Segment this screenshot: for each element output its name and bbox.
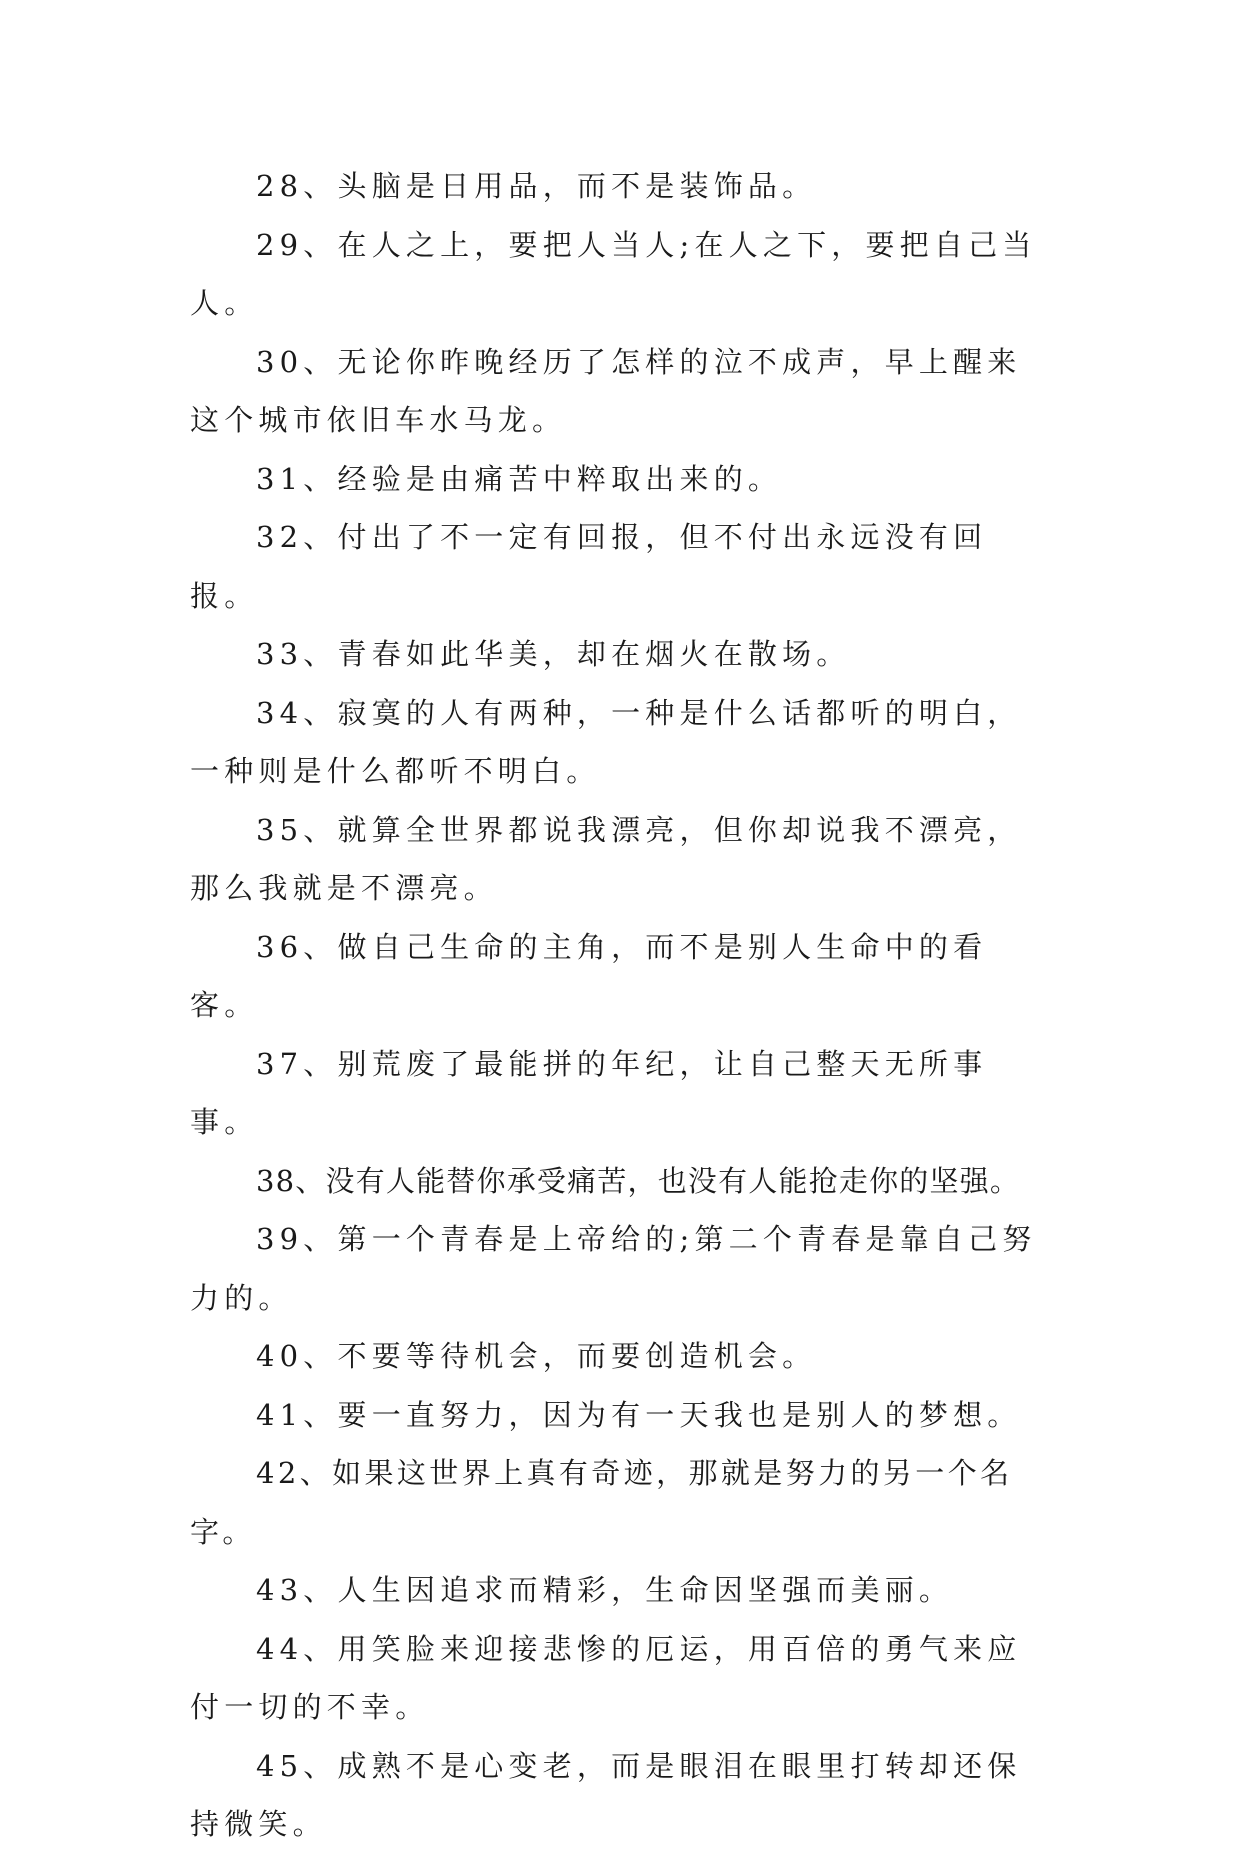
quote-39: 39、第一个青春是上帝给的;第二个青春是靠自己努力的。 bbox=[190, 1222, 1037, 1315]
quote-32: 32、付出了不一定有回报，但不付出永远没有回报。 bbox=[190, 520, 988, 613]
quote-28: 28、头脑是日用品，而不是装饰品。 bbox=[256, 169, 817, 203]
quote-38: 38、没有人能替你承受痛苦，也没有人能抢走你的坚强。 bbox=[256, 1163, 1021, 1198]
quote-44: 44、用笑脸来迎接悲惨的厄运，用百倍的勇气来应付一切的不幸。 bbox=[190, 1631, 1022, 1724]
quote-33: 33、青春如此华美，却在烟火在散场。 bbox=[256, 637, 851, 671]
quote-30: 30、无论你昨晚经历了怎样的泣不成声，早上醒来这个城市依旧车水马龙。 bbox=[190, 344, 1022, 437]
quote-41: 41、要一直努力，因为有一天我也是别人的梦想。 bbox=[256, 1397, 1022, 1432]
quote-45: 45、成熟不是心变老，而是眼泪在眼里打转却还保持微笑。 bbox=[190, 1748, 1022, 1841]
quote-37: 37、别荒废了最能拼的年纪，让自己整天无所事事。 bbox=[190, 1046, 988, 1139]
quote-36: 36、做自己生命的主角，而不是别人生命中的看客。 bbox=[190, 929, 988, 1022]
quote-43: 43、人生因追求而精彩，生命因坚强而美丽。 bbox=[256, 1573, 954, 1607]
document-page bbox=[190, 157, 1052, 1854]
quote-34: 34、寂寞的人有两种，一种是什么话都听的明白，一种则是什么都听不明白。 bbox=[190, 695, 1022, 788]
quote-29: 29、在人之上，要把人当人;在人之下，要把自己当人。 bbox=[190, 227, 1037, 320]
quote-42: 42、如果这世界上真有奇迹，那就是努力的另一个名字。 bbox=[190, 1456, 1013, 1549]
quote-31: 31、经验是由痛苦中粹取出来的。 bbox=[256, 461, 783, 496]
quote-40: 40、不要等待机会，而要创造机会。 bbox=[256, 1339, 817, 1373]
quote-35: 35、就算全世界都说我漂亮，但你却说我不漂亮，那么我就是不漂亮。 bbox=[190, 812, 1022, 905]
